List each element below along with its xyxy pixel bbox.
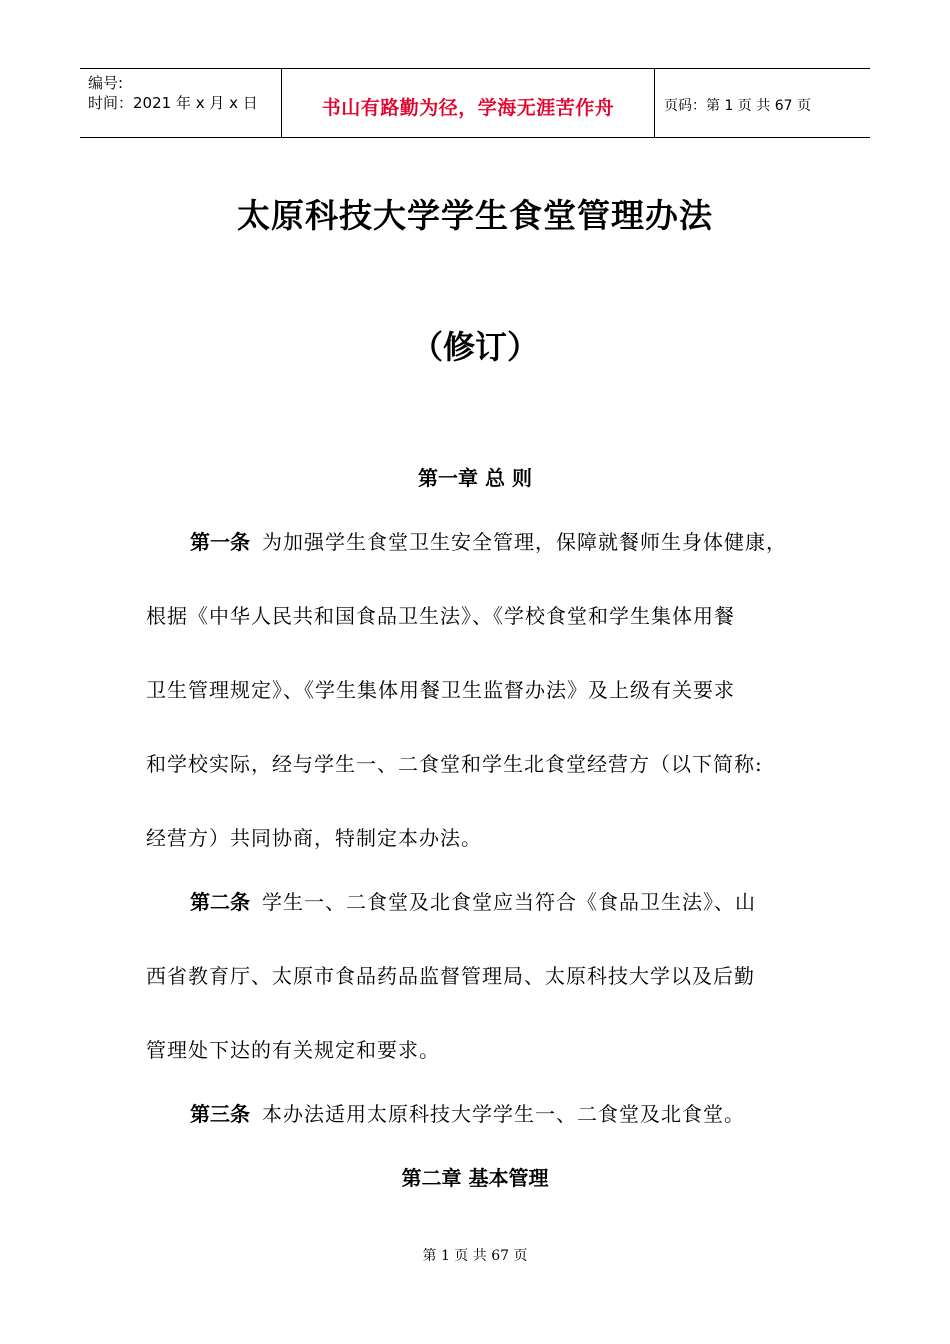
article-1-line-5: 经营方）共同协商，特制定本办法。 <box>146 826 482 850</box>
chapter-heading-2: 第二章 基本管理 <box>401 1166 549 1190</box>
header-page-info: 页码：第 1 页 共 67 页 <box>664 98 811 114</box>
date-label: 时间：2021 年 x 月 x 日 <box>88 94 258 112</box>
article-1-line-2: 根据《中华人民共和国食品卫生法》、《学校食堂和学生集体用餐 <box>146 604 735 628</box>
article-1-line-4: 和学校实际，经与学生一、二食堂和学生北食堂经营方（以下简称: <box>146 752 763 776</box>
chapter-heading-1: 第一章 总 则 <box>418 466 532 490</box>
header-meta <box>80 69 280 137</box>
header-page-info-cell <box>655 69 870 137</box>
article-2-line-2: 西省教育厅、太原市食品药品监督管理局、太原科技大学以及后勤 <box>146 964 755 988</box>
header-motto-cell <box>281 69 655 137</box>
article-3-line-1 <box>190 1098 745 1127</box>
article-1-label: 第一条 <box>190 530 250 554</box>
document-title: 太原科技大学学生食堂管理办法 <box>237 196 713 235</box>
article-1-line-3: 卫生管理规定》、《学生集体用餐卫生监督办法》及上级有关要求 <box>146 678 735 702</box>
article-2-line-3: 管理处下达的有关规定和要求。 <box>146 1038 440 1062</box>
document-subtitle: （修订） <box>410 328 539 366</box>
header-motto: 书山有路勤为径，学海无涯苦作舟 <box>321 96 615 119</box>
article-1-line-1 <box>190 526 787 555</box>
article-2-text: 学生一、二食堂及北食堂应当符合《食品卫生法》、山 <box>262 890 756 914</box>
page-footer: 第 1 页 共 67 页 <box>422 1248 528 1264</box>
article-3-label: 第三条 <box>190 1102 250 1126</box>
article-1-text: 为加强学生食堂卫生安全管理，保障就餐师生身体健康， <box>262 530 787 554</box>
serial-number-label: 编号: <box>88 74 124 92</box>
page-header <box>80 68 870 138</box>
article-2-line-1 <box>190 886 756 915</box>
article-2-label: 第二条 <box>190 890 250 914</box>
article-3-text: 本办法适用太原科技大学学生一、二食堂及北食堂。 <box>262 1102 745 1126</box>
